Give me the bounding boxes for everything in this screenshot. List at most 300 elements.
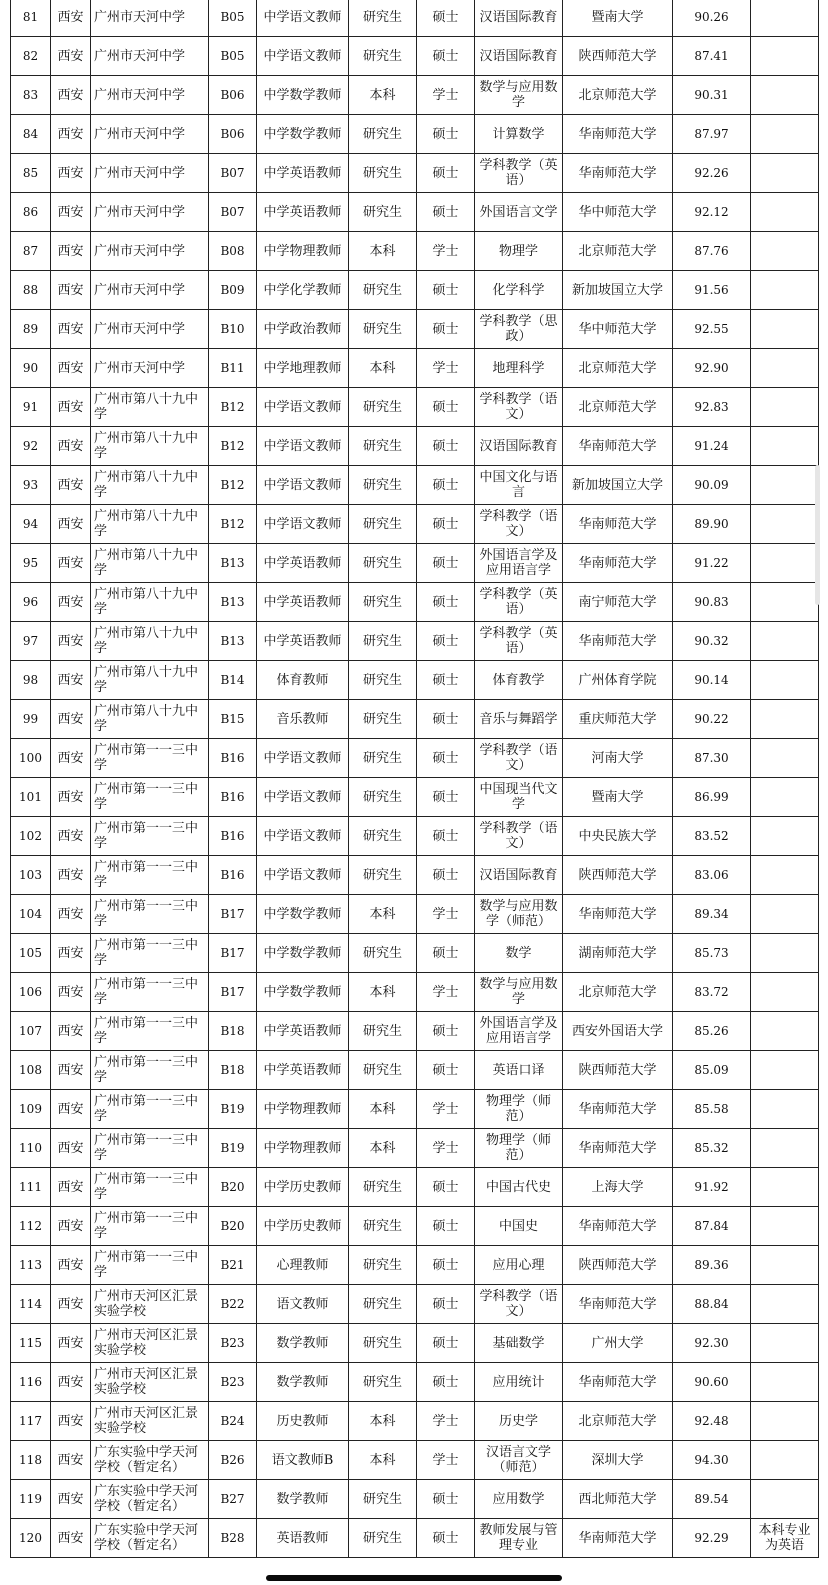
university-cell: 陕西师范大学 — [563, 1051, 673, 1090]
degree-cell: 硕士 — [417, 1168, 475, 1207]
major-cell: 学科教学（思政） — [475, 310, 563, 349]
education-cell: 研究生 — [349, 778, 417, 817]
score-cell: 89.34 — [673, 895, 751, 934]
location-cell: 西安 — [51, 700, 91, 739]
remark-cell — [751, 973, 819, 1012]
degree-cell: 学士 — [417, 76, 475, 115]
education-cell: 研究生 — [349, 817, 417, 856]
university-cell: 华南师范大学 — [563, 115, 673, 154]
score-cell: 91.56 — [673, 271, 751, 310]
remark-cell — [751, 1402, 819, 1441]
score-cell: 91.24 — [673, 427, 751, 466]
position-name-cell: 中学数学教师 — [257, 934, 349, 973]
school-cell: 广州市第一一三中学 — [91, 1129, 209, 1168]
major-cell: 学科教学（语文） — [475, 817, 563, 856]
major-cell: 基础数学 — [475, 1324, 563, 1363]
education-cell: 本科 — [349, 349, 417, 388]
position-name-cell: 中学语文教师 — [257, 427, 349, 466]
position-code-cell: B26 — [209, 1441, 257, 1480]
scrollbar[interactable] — [815, 465, 820, 605]
degree-cell: 硕士 — [417, 622, 475, 661]
major-cell: 数学 — [475, 934, 563, 973]
table-row — [11, 1285, 819, 1324]
position-code-cell: B16 — [209, 778, 257, 817]
score-cell: 87.97 — [673, 115, 751, 154]
remark-cell — [751, 232, 819, 271]
position-name-cell: 音乐教师 — [257, 700, 349, 739]
position-name-cell: 中学英语教师 — [257, 622, 349, 661]
remark-cell — [751, 1363, 819, 1402]
remark-cell — [751, 583, 819, 622]
row-number-cell: 97 — [11, 622, 51, 661]
position-code-cell: B19 — [209, 1129, 257, 1168]
remark-cell — [751, 1168, 819, 1207]
position-code-cell: B06 — [209, 76, 257, 115]
education-cell: 研究生 — [349, 1012, 417, 1051]
score-cell: 88.84 — [673, 1285, 751, 1324]
location-cell: 西安 — [51, 1519, 91, 1558]
school-cell: 广州市第一一三中学 — [91, 895, 209, 934]
university-cell: 暨南大学 — [563, 778, 673, 817]
position-name-cell: 中学语文教师 — [257, 778, 349, 817]
major-cell: 应用心理 — [475, 1246, 563, 1285]
position-code-cell: B08 — [209, 232, 257, 271]
score-cell: 90.60 — [673, 1363, 751, 1402]
table-row — [11, 1402, 819, 1441]
score-cell: 92.48 — [673, 1402, 751, 1441]
remark-cell — [751, 1324, 819, 1363]
score-cell: 90.31 — [673, 76, 751, 115]
results-table — [10, 0, 819, 1558]
degree-cell: 硕士 — [417, 856, 475, 895]
remark-cell — [751, 778, 819, 817]
location-cell: 西安 — [51, 349, 91, 388]
school-cell: 广东实验中学天河学校（暂定名） — [91, 1441, 209, 1480]
table-row — [11, 856, 819, 895]
school-cell: 广州市第八十九中学 — [91, 700, 209, 739]
row-number-cell: 88 — [11, 271, 51, 310]
row-number-cell: 119 — [11, 1480, 51, 1519]
position-code-cell: B22 — [209, 1285, 257, 1324]
university-cell: 广州大学 — [563, 1324, 673, 1363]
row-number-cell: 118 — [11, 1441, 51, 1480]
university-cell: 华中师范大学 — [563, 310, 673, 349]
location-cell: 西安 — [51, 1207, 91, 1246]
table-row — [11, 934, 819, 973]
location-cell: 西安 — [51, 856, 91, 895]
table-row — [11, 583, 819, 622]
university-cell: 西安外国语大学 — [563, 1012, 673, 1051]
remark-cell — [751, 544, 819, 583]
score-cell: 92.30 — [673, 1324, 751, 1363]
university-cell: 北京师范大学 — [563, 349, 673, 388]
location-cell: 西安 — [51, 232, 91, 271]
school-cell: 广州市第八十九中学 — [91, 622, 209, 661]
major-cell: 应用数学 — [475, 1480, 563, 1519]
table-row — [11, 232, 819, 271]
score-cell: 92.29 — [673, 1519, 751, 1558]
score-cell: 83.72 — [673, 973, 751, 1012]
remark-cell — [751, 388, 819, 427]
table-row — [11, 1441, 819, 1480]
major-cell: 学科教学（语文） — [475, 505, 563, 544]
location-cell: 西安 — [51, 1285, 91, 1324]
school-cell: 广州市第八十九中学 — [91, 427, 209, 466]
location-cell: 西安 — [51, 0, 91, 37]
university-cell: 陕西师范大学 — [563, 37, 673, 76]
major-cell: 体育教学 — [475, 661, 563, 700]
degree-cell: 硕士 — [417, 0, 475, 37]
degree-cell: 硕士 — [417, 1207, 475, 1246]
position-code-cell: B17 — [209, 973, 257, 1012]
table-row — [11, 544, 819, 583]
location-cell: 西安 — [51, 1012, 91, 1051]
table-row — [11, 271, 819, 310]
education-cell: 研究生 — [349, 1363, 417, 1402]
position-code-cell: B23 — [209, 1324, 257, 1363]
score-cell: 83.52 — [673, 817, 751, 856]
university-cell: 陕西师范大学 — [563, 856, 673, 895]
position-name-cell: 语文教师B — [257, 1441, 349, 1480]
major-cell: 教师发展与管理专业 — [475, 1519, 563, 1558]
major-cell: 汉语言文学（师范） — [475, 1441, 563, 1480]
school-cell: 广州市第一一三中学 — [91, 1012, 209, 1051]
score-cell: 90.09 — [673, 466, 751, 505]
position-code-cell: B12 — [209, 466, 257, 505]
degree-cell: 学士 — [417, 232, 475, 271]
row-number-cell: 99 — [11, 700, 51, 739]
remark-cell — [751, 505, 819, 544]
remark-cell — [751, 817, 819, 856]
major-cell: 外国语言文学 — [475, 193, 563, 232]
major-cell: 计算数学 — [475, 115, 563, 154]
major-cell: 音乐与舞蹈学 — [475, 700, 563, 739]
degree-cell: 硕士 — [417, 271, 475, 310]
remark-cell — [751, 856, 819, 895]
school-cell: 广州市天河区汇景实验学校 — [91, 1324, 209, 1363]
degree-cell: 学士 — [417, 973, 475, 1012]
degree-cell: 硕士 — [417, 739, 475, 778]
location-cell: 西安 — [51, 583, 91, 622]
location-cell: 西安 — [51, 661, 91, 700]
degree-cell: 硕士 — [417, 700, 475, 739]
score-cell: 85.32 — [673, 1129, 751, 1168]
education-cell: 研究生 — [349, 856, 417, 895]
remark-cell: 本科专业为英语 — [751, 1519, 819, 1558]
remark-cell — [751, 427, 819, 466]
education-cell: 研究生 — [349, 661, 417, 700]
position-code-cell: B07 — [209, 154, 257, 193]
table-row — [11, 1090, 819, 1129]
row-number-cell: 110 — [11, 1129, 51, 1168]
position-code-cell: B27 — [209, 1480, 257, 1519]
degree-cell: 学士 — [417, 349, 475, 388]
university-cell: 上海大学 — [563, 1168, 673, 1207]
row-number-cell: 82 — [11, 37, 51, 76]
school-cell: 广州市天河中学 — [91, 115, 209, 154]
university-cell: 华南师范大学 — [563, 544, 673, 583]
row-number-cell: 104 — [11, 895, 51, 934]
university-cell: 暨南大学 — [563, 0, 673, 37]
school-cell: 广州市第一一三中学 — [91, 1051, 209, 1090]
school-cell: 广州市天河中学 — [91, 232, 209, 271]
remark-cell — [751, 1090, 819, 1129]
degree-cell: 硕士 — [417, 1480, 475, 1519]
school-cell: 广州市第一一三中学 — [91, 973, 209, 1012]
university-cell: 华南师范大学 — [563, 895, 673, 934]
row-number-cell: 96 — [11, 583, 51, 622]
score-cell: 85.26 — [673, 1012, 751, 1051]
position-name-cell: 中学英语教师 — [257, 1051, 349, 1090]
major-cell: 外国语言学及应用语言学 — [475, 544, 563, 583]
location-cell: 西安 — [51, 193, 91, 232]
position-name-cell: 英语教师 — [257, 1519, 349, 1558]
education-cell: 研究生 — [349, 1285, 417, 1324]
position-code-cell: B18 — [209, 1051, 257, 1090]
position-code-cell: B06 — [209, 115, 257, 154]
education-cell: 研究生 — [349, 271, 417, 310]
university-cell: 新加坡国立大学 — [563, 271, 673, 310]
education-cell: 研究生 — [349, 388, 417, 427]
position-code-cell: B07 — [209, 193, 257, 232]
table-row — [11, 661, 819, 700]
position-name-cell: 中学地理教师 — [257, 349, 349, 388]
school-cell: 广州市天河中学 — [91, 76, 209, 115]
table-body — [11, 0, 819, 1558]
education-cell: 研究生 — [349, 583, 417, 622]
row-number-cell: 91 — [11, 388, 51, 427]
degree-cell: 硕士 — [417, 310, 475, 349]
major-cell: 历史学 — [475, 1402, 563, 1441]
table-row — [11, 76, 819, 115]
position-name-cell: 中学数学教师 — [257, 973, 349, 1012]
education-cell: 本科 — [349, 895, 417, 934]
row-number-cell: 115 — [11, 1324, 51, 1363]
remark-cell — [751, 1012, 819, 1051]
degree-cell: 硕士 — [417, 193, 475, 232]
education-cell: 研究生 — [349, 37, 417, 76]
remark-cell — [751, 1480, 819, 1519]
position-name-cell: 历史教师 — [257, 1402, 349, 1441]
table-row — [11, 1012, 819, 1051]
location-cell: 西安 — [51, 505, 91, 544]
score-cell: 87.76 — [673, 232, 751, 271]
major-cell: 中国文化与语言 — [475, 466, 563, 505]
location-cell: 西安 — [51, 739, 91, 778]
university-cell: 华南师范大学 — [563, 1207, 673, 1246]
remark-cell — [751, 193, 819, 232]
school-cell: 广州市第八十九中学 — [91, 544, 209, 583]
education-cell: 研究生 — [349, 466, 417, 505]
position-code-cell: B16 — [209, 817, 257, 856]
position-name-cell: 中学语文教师 — [257, 817, 349, 856]
education-cell: 本科 — [349, 1129, 417, 1168]
position-name-cell: 中学英语教师 — [257, 193, 349, 232]
education-cell: 研究生 — [349, 1051, 417, 1090]
row-number-cell: 83 — [11, 76, 51, 115]
school-cell: 广州市天河中学 — [91, 0, 209, 37]
row-number-cell: 86 — [11, 193, 51, 232]
university-cell: 华南师范大学 — [563, 1363, 673, 1402]
position-code-cell: B17 — [209, 895, 257, 934]
position-name-cell: 中学历史教师 — [257, 1168, 349, 1207]
position-code-cell: B23 — [209, 1363, 257, 1402]
education-cell: 本科 — [349, 1441, 417, 1480]
position-name-cell: 数学教师 — [257, 1324, 349, 1363]
score-cell: 91.92 — [673, 1168, 751, 1207]
degree-cell: 硕士 — [417, 1246, 475, 1285]
table-row — [11, 622, 819, 661]
school-cell: 广州市第一一三中学 — [91, 934, 209, 973]
location-cell: 西安 — [51, 934, 91, 973]
remark-cell — [751, 1285, 819, 1324]
location-cell: 西安 — [51, 973, 91, 1012]
location-cell: 西安 — [51, 1480, 91, 1519]
row-number-cell: 85 — [11, 154, 51, 193]
row-number-cell: 114 — [11, 1285, 51, 1324]
education-cell: 本科 — [349, 76, 417, 115]
position-code-cell: B09 — [209, 271, 257, 310]
university-cell: 深圳大学 — [563, 1441, 673, 1480]
education-cell: 研究生 — [349, 1480, 417, 1519]
score-cell: 83.06 — [673, 856, 751, 895]
position-code-cell: B28 — [209, 1519, 257, 1558]
degree-cell: 硕士 — [417, 1363, 475, 1402]
position-code-cell: B17 — [209, 934, 257, 973]
score-cell: 94.30 — [673, 1441, 751, 1480]
score-cell: 85.09 — [673, 1051, 751, 1090]
school-cell: 广州市第一一三中学 — [91, 739, 209, 778]
school-cell: 广州市天河中学 — [91, 154, 209, 193]
position-code-cell: B13 — [209, 622, 257, 661]
position-name-cell: 语文教师 — [257, 1285, 349, 1324]
table-row — [11, 310, 819, 349]
education-cell: 本科 — [349, 232, 417, 271]
university-cell: 北京师范大学 — [563, 232, 673, 271]
position-name-cell: 中学语文教师 — [257, 466, 349, 505]
remark-cell — [751, 622, 819, 661]
table-row — [11, 739, 819, 778]
major-cell: 学科教学（英语） — [475, 154, 563, 193]
position-code-cell: B13 — [209, 544, 257, 583]
university-cell: 北京师范大学 — [563, 1402, 673, 1441]
university-cell: 西北师范大学 — [563, 1480, 673, 1519]
position-code-cell: B12 — [209, 388, 257, 427]
school-cell: 广州市第八十九中学 — [91, 505, 209, 544]
location-cell: 西安 — [51, 1168, 91, 1207]
table-row — [11, 778, 819, 817]
table-row — [11, 37, 819, 76]
position-name-cell: 中学英语教师 — [257, 1012, 349, 1051]
location-cell: 西安 — [51, 154, 91, 193]
table-row — [11, 817, 819, 856]
row-number-cell: 100 — [11, 739, 51, 778]
major-cell: 学科教学（语文） — [475, 739, 563, 778]
remark-cell — [751, 37, 819, 76]
major-cell: 物理学（师范） — [475, 1129, 563, 1168]
position-name-cell: 中学语文教师 — [257, 37, 349, 76]
position-code-cell: B21 — [209, 1246, 257, 1285]
table-row — [11, 0, 819, 37]
school-cell: 广州市天河中学 — [91, 193, 209, 232]
degree-cell: 硕士 — [417, 934, 475, 973]
row-number-cell: 108 — [11, 1051, 51, 1090]
position-code-cell: B18 — [209, 1012, 257, 1051]
university-cell: 北京师范大学 — [563, 973, 673, 1012]
university-cell: 华南师范大学 — [563, 1519, 673, 1558]
education-cell: 研究生 — [349, 115, 417, 154]
table-row — [11, 973, 819, 1012]
score-cell: 90.22 — [673, 700, 751, 739]
remark-cell — [751, 1051, 819, 1090]
university-cell: 广州体育学院 — [563, 661, 673, 700]
row-number-cell: 111 — [11, 1168, 51, 1207]
degree-cell: 硕士 — [417, 1519, 475, 1558]
location-cell: 西安 — [51, 1363, 91, 1402]
location-cell: 西安 — [51, 271, 91, 310]
major-cell: 学科教学（英语） — [475, 622, 563, 661]
position-name-cell: 中学英语教师 — [257, 544, 349, 583]
school-cell: 广州市天河区汇景实验学校 — [91, 1363, 209, 1402]
major-cell: 学科教学（语文） — [475, 1285, 563, 1324]
school-cell: 广州市第一一三中学 — [91, 817, 209, 856]
degree-cell: 硕士 — [417, 583, 475, 622]
university-cell: 华南师范大学 — [563, 505, 673, 544]
score-cell: 87.84 — [673, 1207, 751, 1246]
score-cell: 92.55 — [673, 310, 751, 349]
location-cell: 西安 — [51, 310, 91, 349]
position-code-cell: B10 — [209, 310, 257, 349]
location-cell: 西安 — [51, 544, 91, 583]
degree-cell: 硕士 — [417, 427, 475, 466]
remark-cell — [751, 1441, 819, 1480]
row-number-cell: 103 — [11, 856, 51, 895]
degree-cell: 学士 — [417, 895, 475, 934]
education-cell: 研究生 — [349, 1246, 417, 1285]
major-cell: 英语口译 — [475, 1051, 563, 1090]
location-cell: 西安 — [51, 1441, 91, 1480]
education-cell: 研究生 — [349, 544, 417, 583]
position-code-cell: B15 — [209, 700, 257, 739]
university-cell: 中央民族大学 — [563, 817, 673, 856]
school-cell: 广州市第一一三中学 — [91, 778, 209, 817]
education-cell: 研究生 — [349, 505, 417, 544]
university-cell: 华南师范大学 — [563, 1090, 673, 1129]
position-code-cell: B20 — [209, 1207, 257, 1246]
position-name-cell: 中学语文教师 — [257, 739, 349, 778]
row-number-cell: 107 — [11, 1012, 51, 1051]
education-cell: 研究生 — [349, 934, 417, 973]
table-row — [11, 1324, 819, 1363]
row-number-cell: 112 — [11, 1207, 51, 1246]
position-code-cell: B05 — [209, 37, 257, 76]
degree-cell: 硕士 — [417, 154, 475, 193]
home-indicator[interactable] — [266, 1575, 562, 1581]
university-cell: 华南师范大学 — [563, 1285, 673, 1324]
degree-cell: 硕士 — [417, 37, 475, 76]
row-number-cell: 101 — [11, 778, 51, 817]
education-cell: 研究生 — [349, 427, 417, 466]
score-cell: 91.22 — [673, 544, 751, 583]
major-cell: 学科教学（英语） — [475, 583, 563, 622]
university-cell: 新加坡国立大学 — [563, 466, 673, 505]
row-number-cell: 106 — [11, 973, 51, 1012]
school-cell: 广州市天河中学 — [91, 349, 209, 388]
row-number-cell: 109 — [11, 1090, 51, 1129]
school-cell: 广州市天河中学 — [91, 271, 209, 310]
degree-cell: 硕士 — [417, 661, 475, 700]
remark-cell — [751, 1246, 819, 1285]
